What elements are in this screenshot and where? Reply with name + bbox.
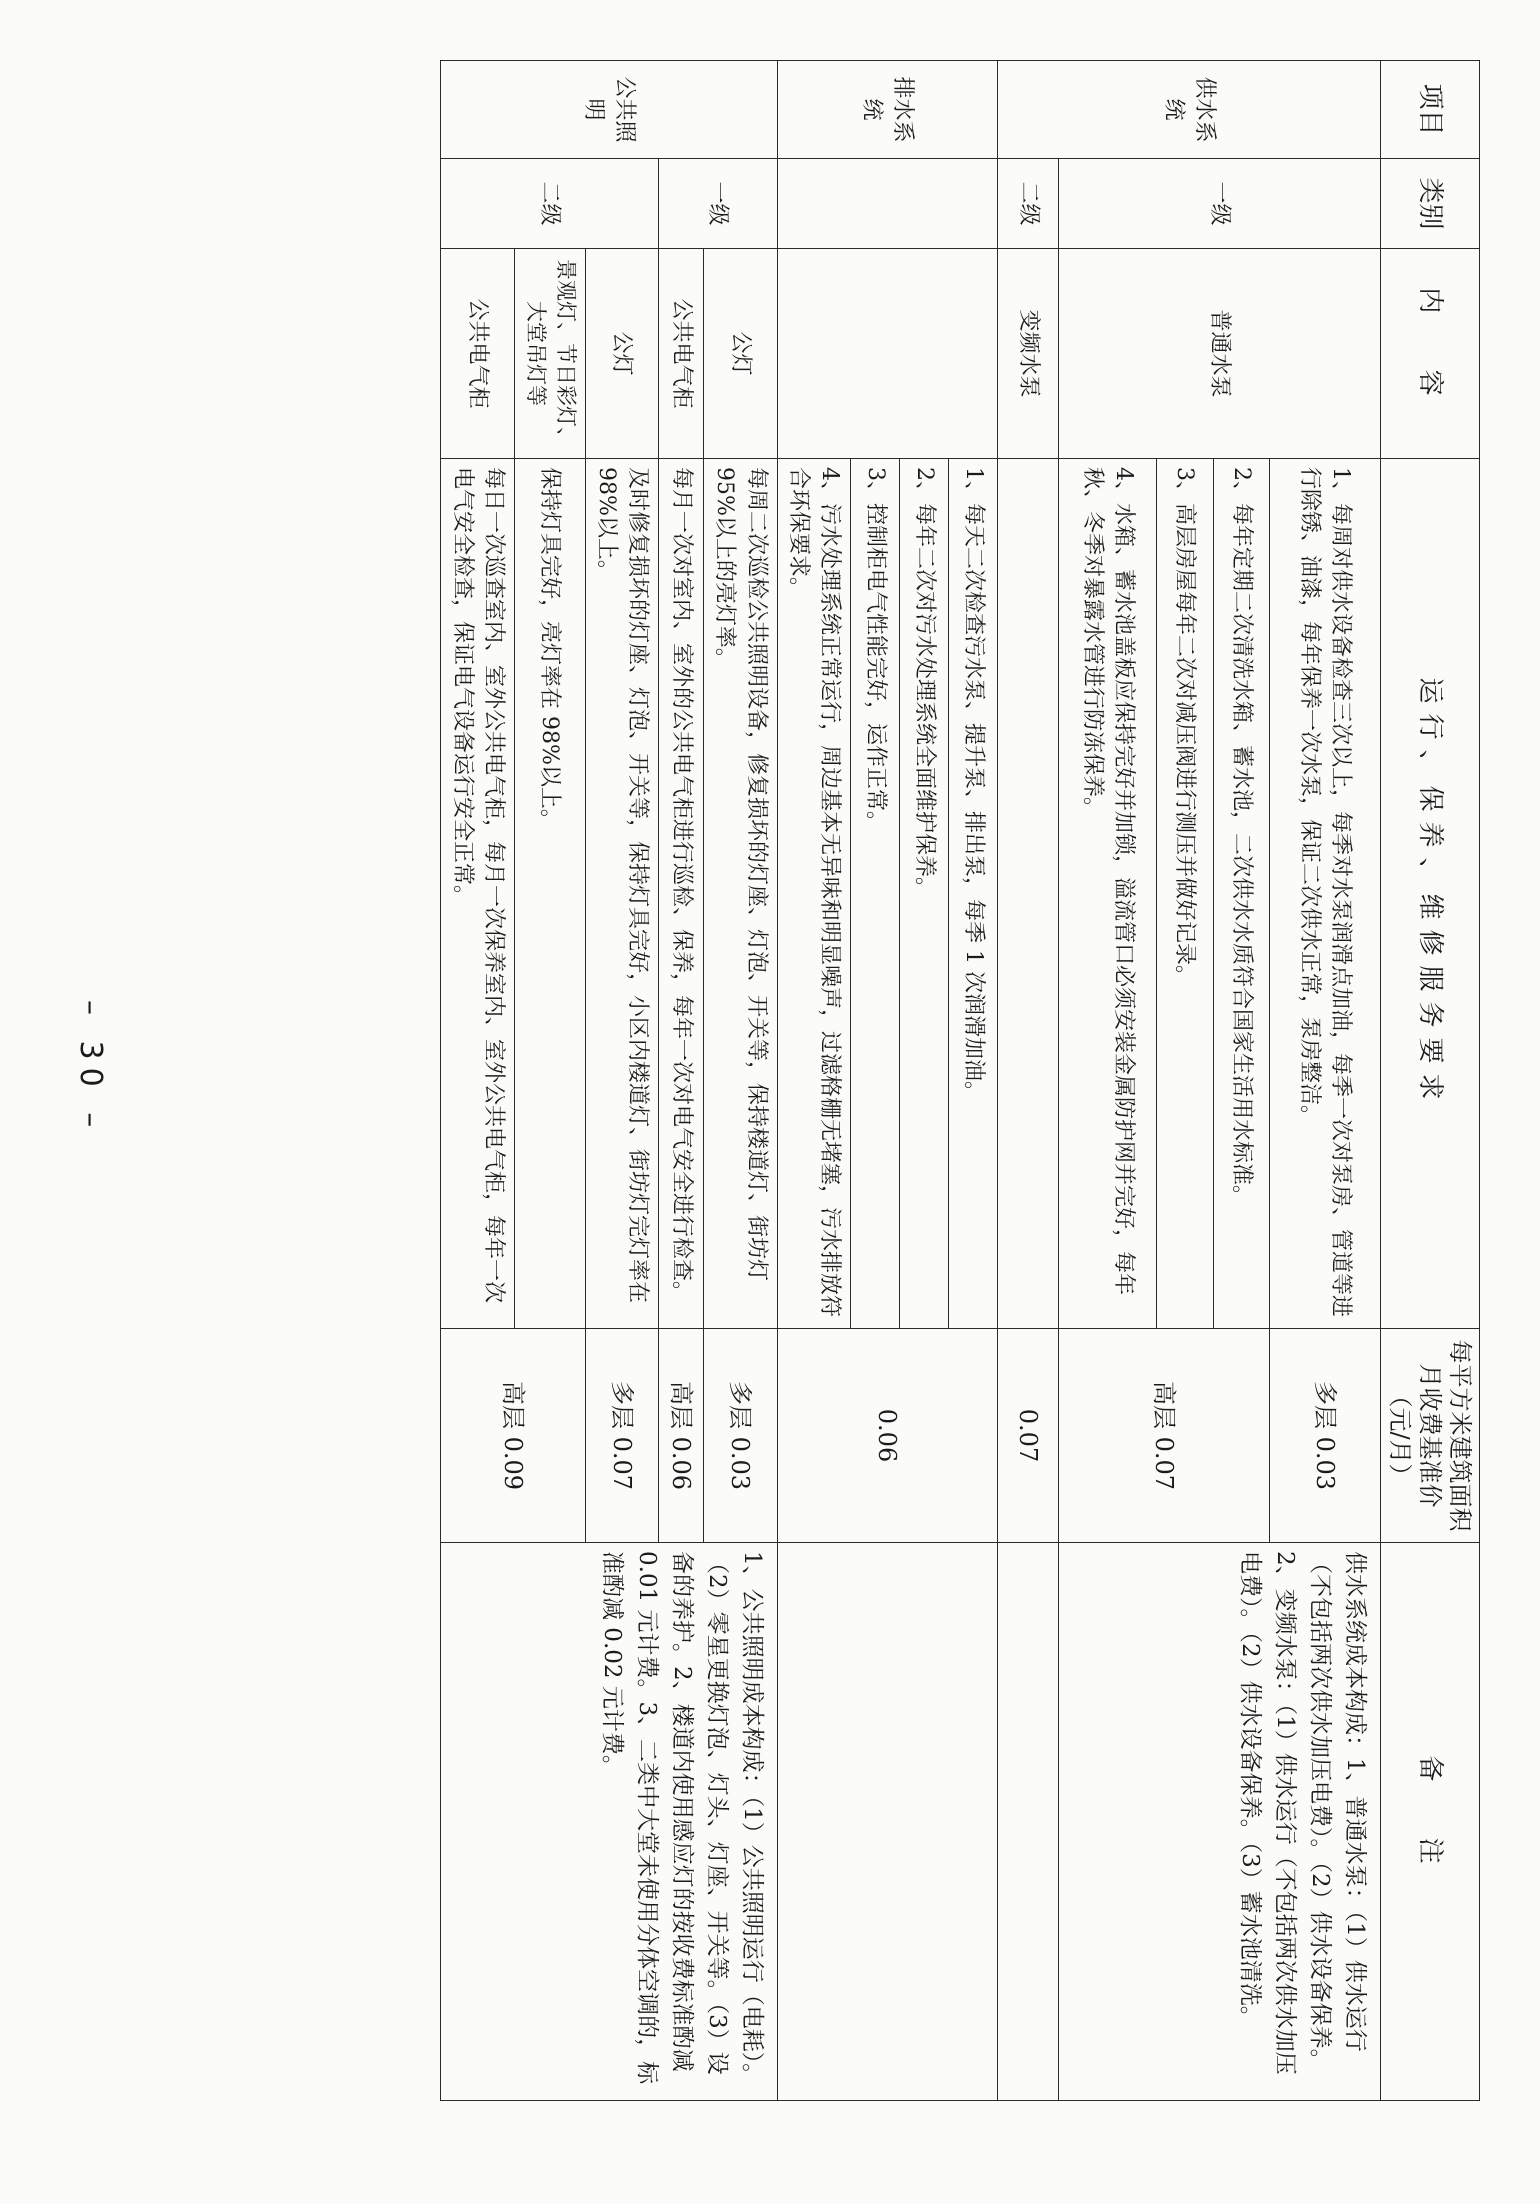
lighting-note: 1、公共照明成本构成：（1）公共照明运行（电耗）。（2）零星更换灯泡、灯头、灯座、开关等。（3）设备的养护。2、楼道内使用感应灯的按收费标准酌减 0.01 元计费。3、二类中大堂未使用分体空调的，标准酌减 0.02 元计费。 [441, 1543, 777, 2101]
lighting-l2-lamp-req: 及时修复损坏的灯座、灯泡、开关等，保持灯具完好，小区内楼道灯、街坊灯完灯率在 98%以上。 [585, 459, 658, 1329]
drainage-req-3: 3、控制柜电气性能完好，运作正常。 [851, 459, 900, 1329]
water-price-multi: 多层 0.03 [1270, 1329, 1381, 1543]
lighting-l2-landscape: 景观灯、节日彩灯、大堂吊灯等 [514, 249, 585, 459]
ordinary-pump: 普通水泵 [1059, 249, 1381, 459]
lighting-l2-cab-req: 每日一次巡查室内、室外公共电气柜，每月一次保养室内、室外公共电气柜，每年一次电气安全检查，保证电气设备运行安全正常。 [441, 459, 514, 1329]
drainage-project: 排水系统 [777, 61, 997, 159]
water-supply-project: 供水系统 [998, 61, 1381, 159]
lighting-price-1: 多层 0.03 [704, 1329, 777, 1543]
water-supply-level2: 二级 [998, 159, 1059, 249]
drainage-req-2: 2、每年二次对污水处理系统全面维护保养。 [900, 459, 949, 1329]
header-project: 项目 [1381, 61, 1480, 159]
rotated-page [60, 0, 1540, 2164]
water-supply-level1: 一级 [1059, 159, 1381, 249]
water-supply-req-1: 1、每周对供水设备检查三次以上，每季对水泵润滑点加油，每季一次对泵房、管道等进行除锈、油漆，每年保养一次水泵，保证二次供水正常，泵房整洁。 [1270, 459, 1381, 1329]
header-category: 类别 [1381, 159, 1480, 249]
service-standard-table [440, 60, 1480, 2101]
vf-pump: 变频水泵 [998, 249, 1059, 459]
lighting-level1: 一级 [658, 159, 777, 249]
vf-pump-price: 0.07 [998, 1329, 1059, 1543]
lighting-price-4: 高层 0.09 [441, 1329, 585, 1543]
water-supply-note: 供水系统成本构成：1、普通水泵：（1）供水运行（不包括两次供水加压电费）。（2）供水设备保养。2、变频水泵：（1）供水运行（不包括两次供水加压电费）。（2）供水设备保养。（3）蓄水池清洗。 [1059, 1543, 1381, 2101]
header-notes: 备 注 [1381, 1543, 1480, 2101]
lighting-l1-cab-req: 每月一次对室内、室外的公共电气柜进行巡检、保养，每年一次对电气安全进行检查。 [658, 459, 703, 1329]
lighting-price-2: 高层 0.06 [658, 1329, 703, 1543]
lighting-l2-cabinet: 公共电气柜 [441, 249, 514, 459]
header-row [1381, 61, 1480, 2101]
table-row [704, 61, 777, 2101]
lighting-l1-lamp-req: 每周二次巡检公共照明设备，修复损坏的灯座、灯泡、开关等，保持楼道灯、街坊灯 95%以上的亮灯率。 [704, 459, 777, 1329]
page-number: – 30 – [73, 1000, 108, 1136]
drainage-category [777, 159, 997, 249]
header-price: 每平方米建筑面积月收费基准价（元/月） [1381, 1329, 1480, 1543]
water-price-high: 高层 0.07 [1059, 1329, 1270, 1543]
vf-pump-note [998, 1543, 1059, 2101]
water-supply-req-2: 2、每年定期二次清洗水箱、蓄水池，二次供水水质符合国家生活用水标准。 [1213, 459, 1269, 1329]
lighting-l1-cabinet: 公共电气柜 [658, 249, 703, 459]
lighting-l1-lamp: 公灯 [704, 249, 777, 459]
header-requirements: 运行、保养、维修服务要求 [1381, 459, 1480, 1329]
water-supply-req-3: 3、高层房屋每年二次对减压阀进行测压并做好记录。 [1157, 459, 1213, 1329]
lighting-l2-land-req: 保持灯具完好，亮灯率在 98%以上。 [514, 459, 585, 1329]
table-row [1270, 61, 1381, 2101]
table-row [949, 61, 998, 2101]
header-content: 内 容 [1381, 249, 1480, 459]
drainage-price: 0.06 [777, 1329, 997, 1543]
vf-pump-requirement [998, 459, 1059, 1329]
drainage-req-1: 1、每天二次检查污水泵、提升泵、排出泵，每季 1 次润滑加油。 [949, 459, 998, 1329]
water-supply-req-4: 4、水箱、蓄水池盖板应保持完好并加锁，溢流管口必须安装金属防护网并完好，每年秋、冬季对暴露水管进行防冻保养。 [1059, 459, 1157, 1329]
drainage-content [777, 249, 997, 459]
drainage-note [777, 1543, 997, 2101]
lighting-level2: 二级 [441, 159, 659, 249]
drainage-req-4: 4、污水处理系统正常运行，周边基本无异味和明显噪声，过滤格栅无堵塞，污水排放符合环保要求。 [777, 459, 850, 1329]
lighting-price-3: 多层 0.07 [585, 1329, 658, 1543]
table-row [998, 61, 1059, 2101]
lighting-project: 公共照明 [441, 61, 777, 159]
lighting-l2-lamp: 公灯 [585, 249, 658, 459]
